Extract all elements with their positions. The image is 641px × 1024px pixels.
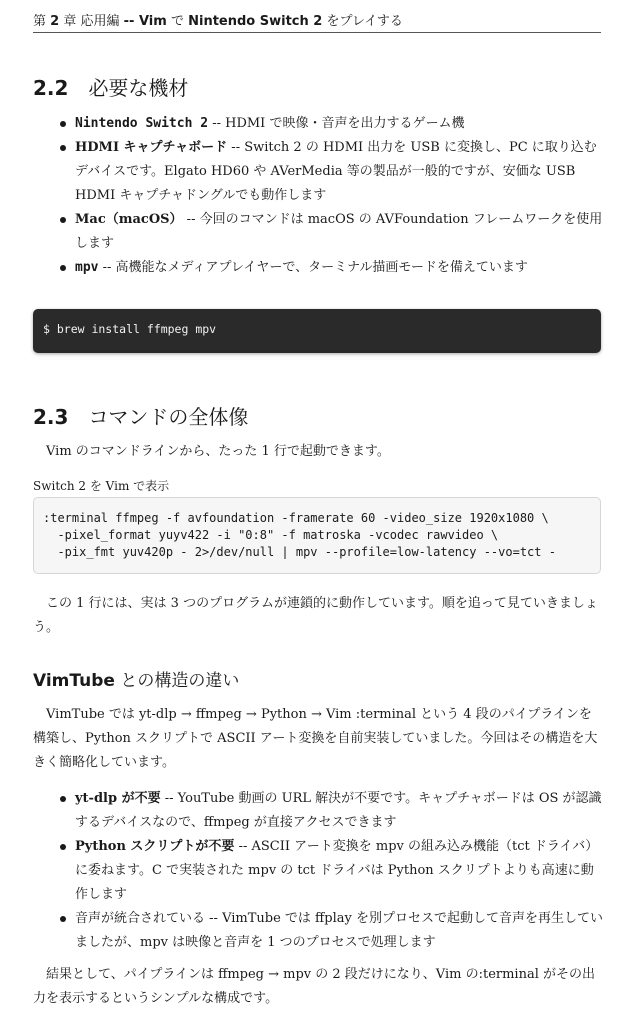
header-title: -- Vim bbox=[123, 14, 167, 29]
section-heading-2-2 bbox=[33, 72, 188, 101]
running-header bbox=[33, 13, 601, 33]
section-heading-2-3 bbox=[33, 401, 248, 430]
header-chapter-unit: 章 bbox=[63, 14, 77, 29]
header-chapter: 第 bbox=[33, 14, 47, 29]
header-title-bold: Nintendo Switch 2 bbox=[188, 14, 323, 29]
intro-paragraph: Vim のコマンドラインから、たった 1 行で起動できます。 bbox=[46, 444, 390, 459]
list-item bbox=[58, 907, 603, 955]
item-term: Python スクリプトが不要 bbox=[75, 839, 235, 854]
header-part: 応用編 bbox=[80, 14, 120, 29]
subsection-title-rest: との構造の違い bbox=[120, 671, 240, 691]
list-item bbox=[58, 136, 603, 208]
list-item bbox=[58, 787, 603, 835]
command-code-block: :terminal ffmpeg -f avfoundation -framerate 60 -video_size 1920x1080 \ -pixel_format yuyv422 -i "0:8" -f matroska -vcodec rawvideo \ -pix_fmt yuv420p - 2>/dev/null | mpv --profile=low-latency --vo=tct - bbox=[33, 497, 601, 574]
comparison-paragraph: VimTube では yt-dlp → ffmpeg → Python → Vim :terminal という 4 段のパイプラインを構築し、Python スクリプトで ASCII アート変換を自前実装していました。今回はその構造を大きく簡略化しています。 bbox=[33, 707, 598, 770]
header-title-end: をプレイする bbox=[326, 14, 403, 29]
item-term: 音声が統合されている bbox=[75, 911, 206, 926]
item-text: -- YouTube 動画の URL 解決が不要です。キャプチャボードは OS が認識するデバイスなので、ffmpeg が直接アクセスできます bbox=[75, 791, 602, 830]
list-item bbox=[58, 112, 603, 136]
item-text: -- ASCII アート変換を mpv の組み込み機能（tct ドライバ）に委ねます。C で実装された mpv の tct ドライバは Python スクリプトよりも高速に動作します bbox=[75, 839, 599, 902]
item-term: yt-dlp が不要 bbox=[75, 791, 161, 806]
item-term: Mac（macOS） bbox=[75, 212, 183, 227]
item-term: Nintendo Switch 2 bbox=[75, 116, 209, 131]
list-item bbox=[58, 835, 603, 907]
item-text: -- 今回のコマンドは macOS の AVFoundation フレームワークを使用します bbox=[75, 212, 603, 251]
section-title: 必要な機材 bbox=[88, 76, 189, 100]
code-caption: Switch 2 を Vim で表示 bbox=[33, 479, 170, 493]
subsection-heading bbox=[33, 666, 239, 691]
item-text: -- VimTube では ffplay を別プロセスで起動して音声を再生していましたが、mpv は映像と音声を 1 つのプロセスで処理します bbox=[75, 911, 603, 950]
item-text: -- Switch 2 の HDMI 出力を USB に変換し、PC に取り込むデバイスです。Elgato HD60 や AVerMedia 等の製品が一般的ですが、安価な USB HDMI キャプチャドングルでも動作します bbox=[75, 140, 597, 203]
subsection-title-bold: VimTube bbox=[33, 671, 115, 691]
after-code-paragraph: この 1 行には、実は 3 つのプログラムが連鎖的に動作しています。順を追って見ていきましょう。 bbox=[33, 596, 598, 635]
section-number: 2.3 bbox=[33, 405, 69, 429]
list-item bbox=[58, 256, 603, 280]
header-chapter-num: 2 bbox=[50, 14, 60, 29]
differences-list bbox=[58, 787, 603, 955]
item-text: -- HDMI で映像・音声を出力するゲーム機 bbox=[208, 116, 465, 131]
conclusion-paragraph: 結果として、パイプラインは ffmpeg → mpv の 2 段だけになり、Vim の:terminal がその出力を表示するというシンプルな構成です。 bbox=[33, 967, 595, 1006]
item-text: -- 高機能なメディアプレイヤーで、ターミナル描画モードを備えています bbox=[98, 260, 528, 275]
item-term: HDMI キャプチャボード bbox=[75, 140, 228, 155]
equipment-list bbox=[58, 112, 603, 280]
install-command-block: $ brew install ffmpeg mpv bbox=[33, 309, 601, 353]
section-title: コマンドの全体像 bbox=[88, 405, 249, 429]
list-item bbox=[58, 208, 603, 256]
section-number: 2.2 bbox=[33, 76, 69, 100]
header-title-mid: で bbox=[170, 14, 184, 29]
item-term: mpv bbox=[75, 260, 99, 275]
